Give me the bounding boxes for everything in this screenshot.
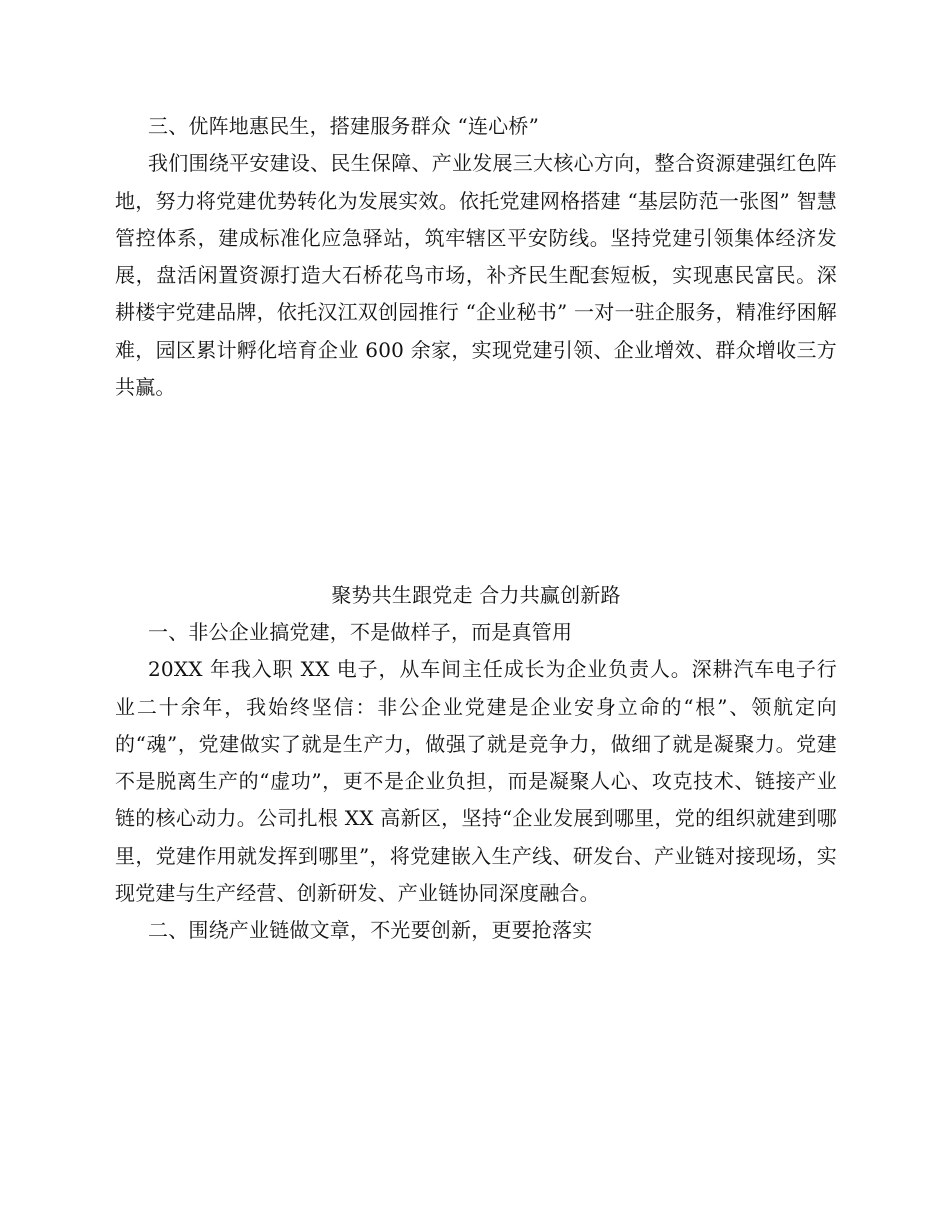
part-one-heading: 一、非公企业搞党建，不是做样子，而是真管用 [148, 620, 573, 644]
section-one-heading: 三、优阵地惠民生，搭建服务群众 “连心桥” [148, 114, 540, 138]
part-one-paragraph: 20XX 年我入职 XX 电子，从车间主任成长为企业负责人。深耕汽车电子行业二十余年，我始终坚信：非公企业党建是企业安身立命的“根”、领航定向的“魂”，党建做实了就是生产力，做强了就是竞争力，做细了就是凝聚力。党建不是脱离生产的“虚功”，更不是企业负担，而是凝聚人心、攻克技术、链接产业链的核心动力。公司扎根 XX 高新区，坚持“企业发展到哪里，党的组织就建到哪里，党建作用就发挥到哪里”，将党建嵌入生产线、研发台、产业链对接现场，实现党建与生产经营、创新研发、产业链协同深度融合。 [115, 657, 837, 906]
section-one [115, 108, 837, 406]
section-two [115, 614, 837, 950]
article-title-block [115, 577, 837, 614]
article-title: 聚势共生跟党走 合力共赢创新路 [331, 583, 621, 607]
part-two-heading: 二、围绕产业链做文章，不光要创新，更要抢落实 [148, 918, 593, 943]
section-one-paragraph: 我们围绕平安建设、民生保障、产业发展三大核心方向，整合资源建强红色阵地，努力将党建优势转化为发展实效。依托党建网格搭建 “基层防范一张图” 智慧管控体系，建成标准化应急驿站，筑牢辖区平安防线。坚持党建引领集体经济发展，盘活闲置资源打造大石桥花鸟市场，补齐民生配套短板，实现惠民富民。深耕楼宇党建品牌，依托汉江双创园推行 “企业秘书” 一对一驻企服务，精准纾困解难，园区累计孵化培育企业 600 余家，实现党建引领、企业增效、群众增收三方共赢。 [115, 151, 837, 400]
